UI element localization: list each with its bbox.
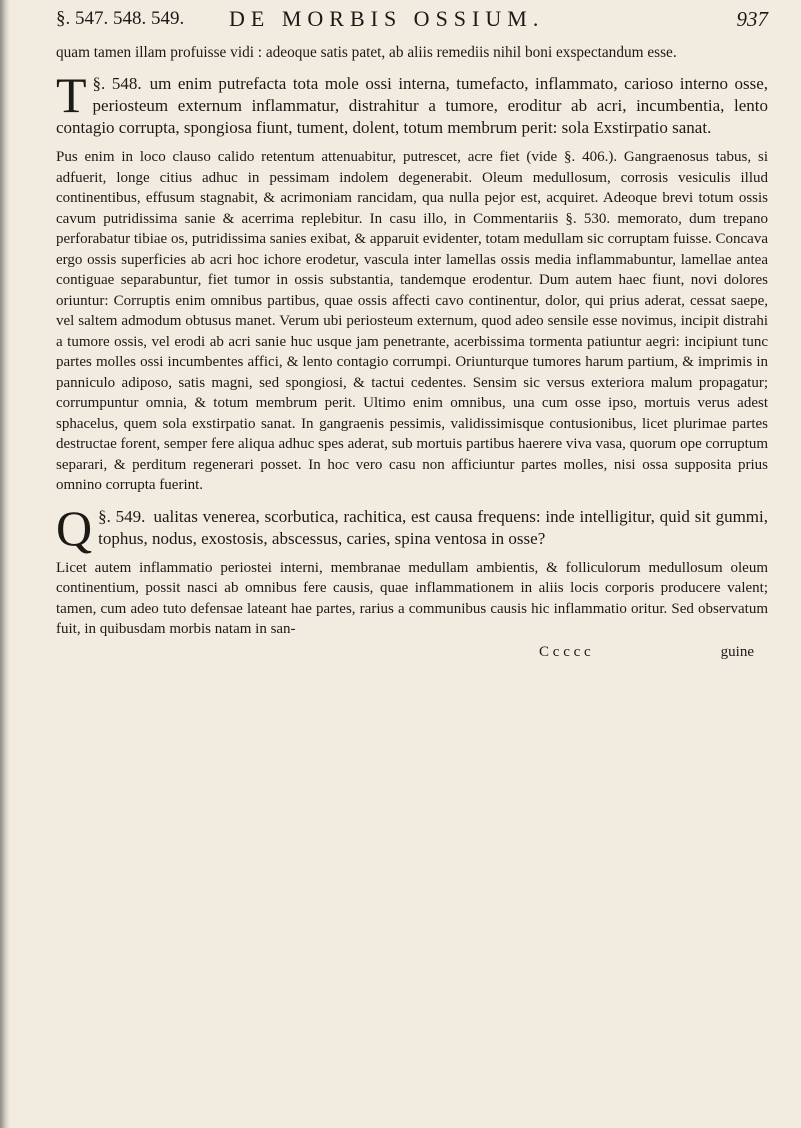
catchword: guine [720,643,754,660]
header-title: DE MORBIS OSSIUM. [229,6,545,31]
page-footer [56,642,768,662]
paragraph-549-text: ualitas venerea, scorbutica, rachitica, est causa frequens: inde intelligitur, quid sit gummi, tophus, nodus, exostosis, abscessus, caries, spina ventosa in osse? [98,506,769,548]
page-gutter-shadow [0,0,10,1128]
paragraph-549 [56,499,769,556]
commentary-548: Pus enim in loco clauso calido retentum attenuabitur, putrescet, acre fiet (vide §. 406.). Gangraenosus tabus, si adfuerit, longe citius adhuc in pessimam indolem degenerabit. Oleum medullosum, corrosis vesiculis illud continentibus, effusum stagnabit, & acrimoniam rancidam, qua nulla pejor est, acquiret. Adeoque brevi totum ossis cavum putridissima sanie & acerrima replebitur. In casu illo, in Commentariis §. 530. memorato, dum trepano perforabatur tibiae os, putridissima sanies exibat, & apparuit evidenter, totam medullam sic corruptam fuisse. Concava ergo ossis superficies ab acri hoc ichore erodetur, vascula inter lamellas ossis media inflammabuntur, lamellae antea contiguae separabuntur, fiet tumor in ossis substantia, tandemque erodentur. Dum autem haec fiunt, novi dolores oriuntur: Corruptis enim omnibus partibus, quae ossis affecti cavo continentur, dolor, qui prius aderat, cessat saepe, vel saltem admodum obtusus manet. Verum ubi periosteum externum, quod adeo sensile esse novimus, incipit distrahi a tumore ossis, vel erodi ab acri sanie huc usque jam penetrante, acerbissima tormenta patiuntur aegri: incipiunt tunc partes molles ossi incumbentes affici, & lento contagio corrumpi. Oriunturque tumores harum partium, & imprimis in panniculo adiposo, satis magni, sed spongiosi, & tactui cedentes. Sensim sic versus exteriora malum propagatur; corrumpuntur omnia, & totum membrum perit. Ultimo enim omnibus, una cum osse ipso, mortuis verus adest sphacelus, quem sola exstirpatio sanat. In gangraenis pessimis, validissimisque contusionibus, licet plurimae partes destructae forent, semper fere aliqua adhuc spes aderat, sub mortuis partibus haerere viva vasa, quorum ope corruptum separari, & perditum regenerari posset. In hoc vero casu non afficiuntur partes molles, nisi ossa supposita prius omnino corrupta fuerint. [56,149,768,493]
section-number-549: §. 549. [98,506,146,526]
paragraph-548-text: um enim putrefacta tota mole ossi interna, tumefacto, inflammato, carioso interno osse, periosteum externum inflammatur, distrahitur a tumore, eroditur ab acri, incumbentia, lento contagio corrupta, spongiosa fiunt, tument, dolent, totum membrum perit: sola Exstirpatio sanat. [56,74,769,137]
paragraph-548 [56,67,769,139]
commentary-549: Licet autem inflammatio periostei interni, membranae medullam ambientis, & folliculorum medullosum oleum continentium, possit nasci ab omnibus fere causis, quae inflammationem in aliis locis corporis producere valent; tamen, cum adeo tuto defensae lateant hae partes, rarius a communibus causis hic inflammatio oritur. Sed observatum fuit, in quibusdam morbis natam in san- [56,559,768,637]
running-header [56,4,768,34]
page-body [56,42,768,662]
page-number: 937 [736,7,768,31]
drop-cap-548: T [56,67,87,123]
intro-paragraph: quam tamen illam profuisse vidi : adeoque satis patet, ab aliis remediis nihil boni exspectandum esse. [56,44,677,61]
section-number-548: §. 548. [92,74,142,93]
signature-mark: C c c c c [539,643,591,660]
header-section-refs: §. 547. 548. 549. [56,8,185,29]
drop-cap-549: Q [56,499,93,556]
